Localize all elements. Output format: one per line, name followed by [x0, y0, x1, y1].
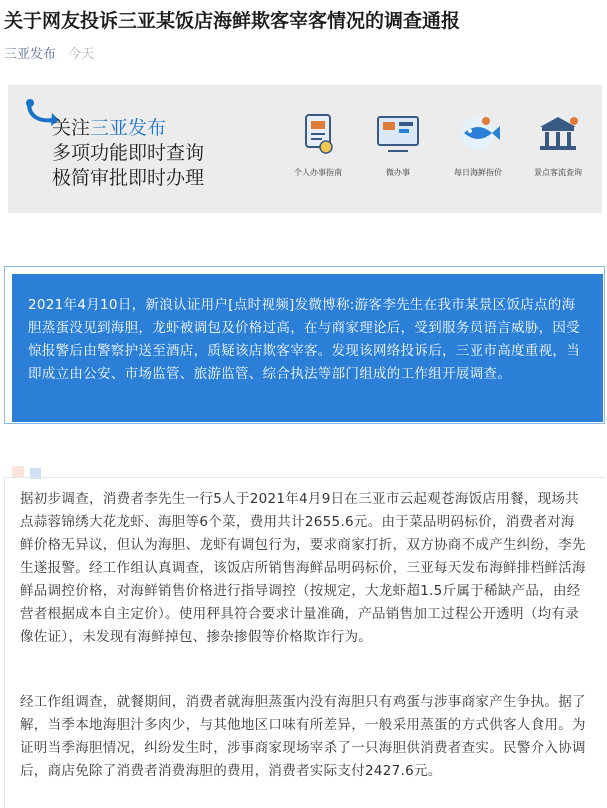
- notice-section: [4, 266, 607, 426]
- follow-prefix: 关注: [52, 117, 91, 139]
- account-name-link[interactable]: 三亚发布: [4, 47, 57, 62]
- service-label: 微办事: [386, 168, 410, 177]
- service-micro[interactable]: [358, 111, 438, 178]
- promo-banner[interactable]: [8, 85, 602, 213]
- banner-slogan: [52, 116, 204, 191]
- banner-line-follow: [52, 116, 204, 141]
- service-label: 每日海鲜指价: [454, 168, 502, 177]
- body-paragraph: 经工作组调查，就餐期间，消费者就海胆蒸蛋内没有海胆只有鸡蛋与涉事商家产生争执。据了解，当季本地海胆汁多肉少，与其他地区口味有所差异，一般采用蒸蛋的方式供客人食用。为证明当季海胆情况，纠纷发生时，涉事商家现场宰杀了一只海胆供消费者查实。民警介入协调后，商店免除了消费者消费海胆的费用，消费者实际支付2427.6元。: [20, 694, 586, 779]
- article-title: 关于网友投诉三亚某饭店海鲜欺客宰客情况的调查通报: [4, 10, 461, 32]
- document-icon: [290, 111, 346, 159]
- landmark-icon: [530, 111, 586, 159]
- banner-brand: 三亚发布: [90, 117, 167, 139]
- banner-line-approval: 极简审批即时办理: [52, 167, 205, 189]
- publish-date: 今天: [68, 47, 95, 62]
- article-meta: [4, 47, 94, 63]
- service-scenic-flow[interactable]: [518, 111, 598, 178]
- service-icons: [278, 111, 598, 191]
- dashboard-icon: [370, 111, 426, 159]
- notice-text: 2021年4月10日，新浪认证用户[点时视频]发微博称:游客李先生在我市某景区饭店点的海胆蒸蛋没见到海胆，龙虾被调包及价格过高，在与商家理论后，受到服务员语言威胁，因受惊报警后由警察护送至酒店，质疑该店欺客宰客。发现该网络投诉后，三亚市高度重视，当即成立由公安、市场监管、旅游监管、综合执法等部门组成的工作组开展调查。: [28, 297, 580, 382]
- service-label: 个人办事指南: [294, 168, 342, 177]
- body-paragraph: 据初步调查，消费者李先生一行5人于2021年4月9日在三亚市云起观苍海饭店用餐，现场共点蒜蓉锦绣大花龙虾、海胆等6个菜，费用共计2655.6元。由于菜品明码标价，消费者对海鲜价格无异议，但认为海胆、龙虾有调包行为，要求商家打折，双方协商不成产生纠纷，李先生遂报警。经工作组认真调查，该饭店所销售海鲜品明码标价，三亚每天发布海鲜排档鲜活海鲜品调控价格，对海鲜销售价格进行指导调控（按规定，大龙虾超1.5斤属于稀缺产品，由经营者根据成本自主定价）。使用秤具符合要求计量准确，产品销售加工过程公开透明（均有录像佐证），未发现有海鲜掉包、掺杂掺假等价格欺诈行为。: [20, 491, 586, 645]
- service-guide[interactable]: [278, 111, 358, 178]
- seafood-icon: [450, 111, 506, 159]
- service-seafood-price[interactable]: [438, 111, 518, 178]
- banner-line-query: 多项功能即时查询: [52, 142, 205, 164]
- service-label: 景点客流查询: [534, 168, 582, 177]
- notice-box: [12, 274, 603, 422]
